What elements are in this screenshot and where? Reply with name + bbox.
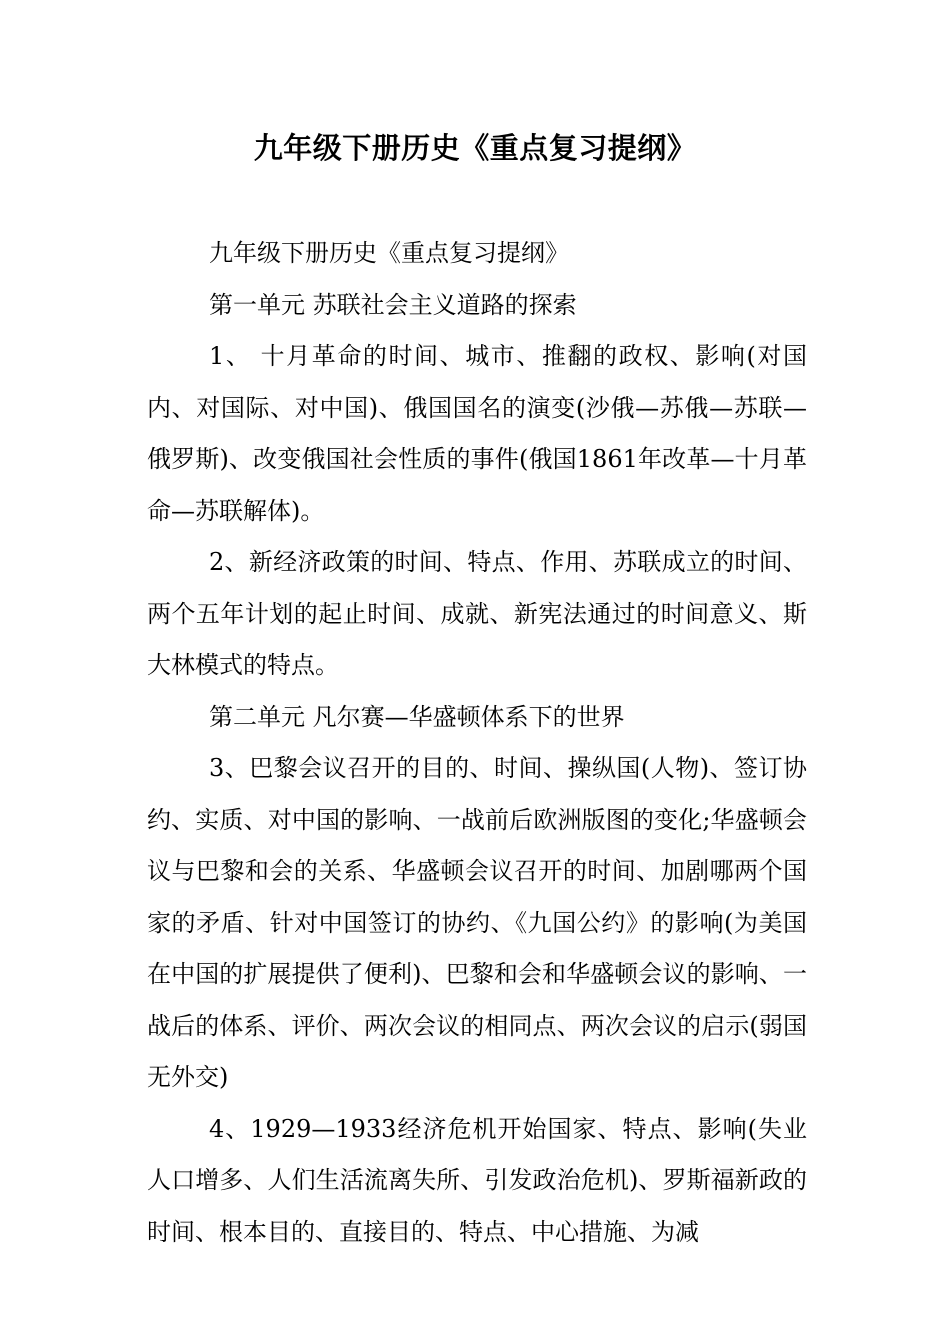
paragraph-item-1: 1、 十月革命的时间、城市、推翻的政权、影响(对国内、对国际、对中国)、俄国国名的演变(沙俄—苏俄—苏联—俄罗斯)、改变俄国社会性质的事件(俄国1861年改革—十月革命—苏联解体)。 <box>147 342 807 525</box>
document-title: 九年级下册历史《重点复习提纲》 <box>253 131 697 165</box>
paragraph-item-4: 4、1929—1933经济危机开始国家、特点、影响(失业人口增多、人们生活流离失所、引发政治危机)、罗斯福新政的时间、根本目的、直接目的、特点、中心措施、为减 <box>147 1114 807 1246</box>
paragraph-item-2: 2、新经济政策的时间、特点、作用、苏联成立的时间、两个五年计划的起止时间、成就、新宪法通过的时间意义、斯大林模式的特点。 <box>147 548 807 679</box>
paragraph-subtitle: 九年级下册历史《重点复习提纲》 <box>209 239 569 267</box>
unit-heading-2: 第二单元 凡尔赛—华盛顿体系下的世界 <box>209 702 625 731</box>
document-body <box>147 228 807 1258</box>
unit-heading-1: 第一单元 苏联社会主义道路的探索 <box>209 290 577 319</box>
paragraph-item-3: 3、巴黎会议召开的目的、时间、操纵国(人物)、签订协约、实质、对中国的影响、一战前后欧洲版图的变化;华盛顿会议与巴黎和会的关系、华盛顿会议召开的时间、加剧哪两个国家的矛盾、针对中国签订的协约、《九国公约》的影响(为美国在中国的扩展提供了便利)、巴黎和会和华盛顿会议的影响、一战后的体系、评价、两次会议的相同点、两次会议的启示(弱国无外交) <box>147 754 807 1091</box>
